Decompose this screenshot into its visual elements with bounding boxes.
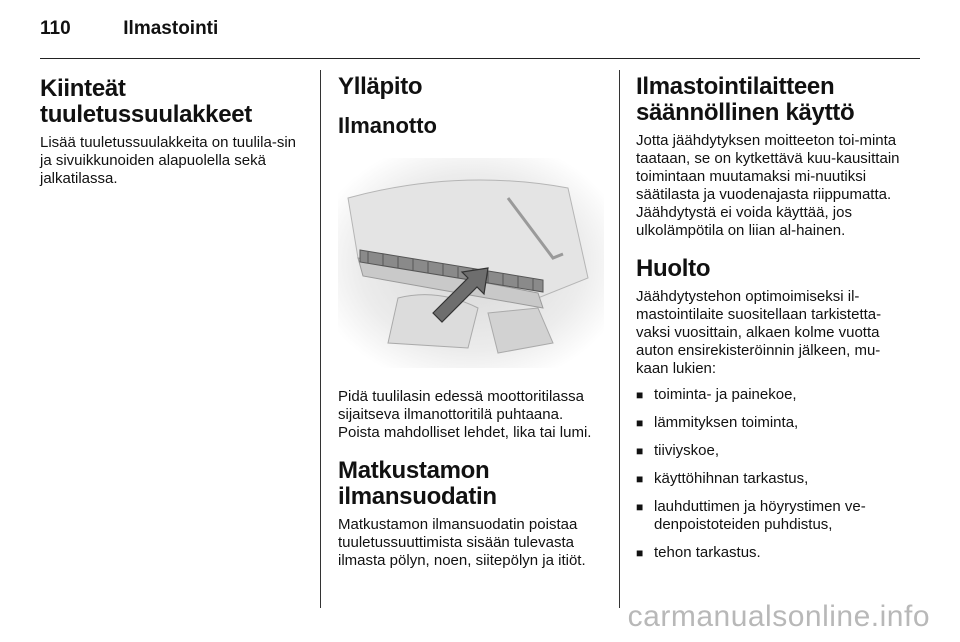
column-divider-1 [320,70,321,608]
page-number: 110 [40,18,71,39]
watermark: carmanualsonline.info [627,600,930,633]
list-item: ■ toiminta- ja painekoe, [636,386,904,404]
heading-cabin-filter: Matkustamon ilmansuodatin [338,457,497,510]
header-rule [40,58,920,59]
column-3 [636,66,904,572]
text-service: Jäähdytystehon optimoimiseksi il-mastointilaite suositellaan tarkistetta-vaksi vuosittain, alkaen kolme vuotta auton ensirekisteröinnin jälkeen, mu-kaan lukien: [636,288,882,377]
text-cabin-filter: Matkustamon ilmansuodatin poistaa tuuletussuuttimista sisään tulevasta ilmasta pölyn, noen, siitepölyn ja itiöt. [338,516,586,569]
service-list [636,386,904,562]
heading-service: Huolto [636,255,711,282]
heading-air-intake: Ilmanotto [338,113,437,138]
text-air-intake: Pidä tuulilasin edessä moottoritilassa sijaitseva ilmanottoritilä puhtaana. Poista mahdolliset lehdet, lika tai lumi. [338,388,592,441]
heading-regular-use: Ilmastointilaitteen säännöllinen käyttö [636,73,855,126]
list-item: ■ lämmityksen toiminta, [636,414,904,432]
air-intake-illustration [338,158,604,368]
heading-fixed-vents: Kiinteät tuuletussuulakkeet [40,75,252,128]
list-item: ■ lauhduttimen ja höyrystimen ve-denpoistoteiden puhdistus, [636,498,904,534]
list-item: ■ tehon tarkastus. [636,544,904,562]
text-fixed-vents: Lisää tuuletussuulakkeita on tuulila-sin ja sivuikkunoiden alapuolella sekä jalkatilassa. [40,134,296,187]
section-title: Ilmastointi [123,18,219,39]
column-2 [338,66,604,570]
page-header [40,18,218,40]
heading-maintenance: Ylläpito [338,73,423,100]
list-item: ■ käyttöhihnan tarkastus, [636,470,904,488]
column-1 [40,66,302,188]
list-item: ■ tiiviyskoe, [636,442,904,460]
column-divider-2 [619,70,620,608]
text-regular-use: Jotta jäähdytyksen moitteeton toi-minta taataan, se on kytkettävä kuu-kausittain toimintaan muutamaksi mi-nuutiksi säätilasta ja vuodenajasta riippumatta. Jäähdytystä ei voida käyttää, jos ulkolämpötila on liian al-hainen. [636,132,900,239]
